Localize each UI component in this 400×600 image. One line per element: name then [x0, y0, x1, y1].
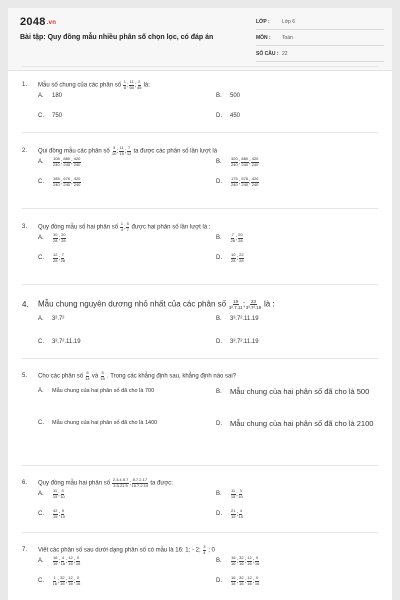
question-divider — [22, 208, 378, 209]
option-6-b[interactable]: B. $\frac{11}{15}$ ; $\frac{3}{10}$ — [216, 488, 243, 499]
fraction: $\frac{1}{8}$ — [123, 79, 126, 90]
option-value: $\frac{12}{28}$ ; $\frac{7}{28}$ — [53, 252, 66, 263]
fraction: $\frac{7}{12}$ — [126, 145, 132, 156]
option-2-b[interactable]: B. $\frac{320}{240}$ ; $\frac{880}{240}$ ; $\frac{420}{240}$ — [216, 156, 259, 167]
fraction: $\frac{8.7.2.17}{15.7.2.19}$ — [131, 477, 149, 488]
fraction: $\frac{420}{240}$ — [251, 176, 259, 187]
fraction: $\frac{3}{10}$ — [111, 145, 117, 156]
fraction: $\frac{3}{4}$ — [203, 544, 206, 555]
question-text: Viết các phân số sau dưới dạng phân số có mẫu là 16: 1; - 2; $\frac{3}{4}$ ; 0 — [38, 544, 215, 555]
option-4-d[interactable]: D. 3³.7².11.19 — [216, 339, 259, 345]
option-5-a[interactable]: A. Mẫu chung của hai phân số đã cho là 700 — [38, 388, 155, 394]
fraction: $\frac{2}{45}$ — [136, 79, 142, 90]
option-value: $\frac{16}{16}$ ; $\frac{32}{16}$ ; $\frac{12}{16}$ ; $\frac{0}{16}$ — [231, 575, 260, 586]
option-3-b[interactable]: B. $\frac{7}{28}$ ; $\frac{20}{28}$ — [216, 232, 243, 243]
option-value: $\frac{108}{240}$ ; $\frac{880}{240}$ ; $\frac{420}{240}$ — [53, 156, 81, 167]
option-3-c[interactable]: C. $\frac{12}{28}$ ; $\frac{7}{28}$ — [38, 252, 66, 263]
question-text: Quy đồng mẫu hai phân số $\frac{2.3.4.5.7}{3.5.21.5}$ ; $\frac{8.7.2.17}{15.7.2.19}$ ta được: — [38, 477, 173, 488]
fraction: $\frac{0}{16}$ — [254, 555, 260, 566]
fraction: $\frac{20}{28}$ — [61, 232, 66, 243]
fraction: $\frac{420}{240}$ — [73, 156, 81, 167]
fraction: $\frac{11}{60}$ — [129, 79, 134, 90]
question-number: 6. — [22, 480, 28, 486]
option-value: $\frac{175}{240}$ ; $\frac{676}{240}$ ; $\frac{420}{240}$ — [231, 176, 259, 187]
option-value: $\frac{1}{16}$ ; $\frac{32}{16}$ ; $\frac{12}{16}$ ; $\frac{0}{16}$ — [52, 575, 81, 586]
fraction: $\frac{1}{4}$ — [120, 221, 123, 232]
option-value: 3².7² — [52, 316, 65, 322]
fraction: $\frac{9}{10}$ — [60, 508, 66, 519]
option-value: $\frac{16}{16}$ ; $\frac{32}{16}$ ; $\frac{12}{16}$ ; $\frac{0}{16}$ — [231, 555, 260, 566]
option-1-a[interactable]: A. 180 — [38, 93, 63, 99]
worksheet-title: Bài tập: Quy đồng mẫu nhiều phân số chọn lọc, có đáp án — [20, 34, 214, 41]
question-text: Mẫu chung nguyên dương nhỏ nhất của các phân số $\frac{19}{\text{3².7.11}}$ ; $\frac{23}{\text{3³.7².19}}$ là : — [38, 298, 275, 310]
fraction: $\frac{7}{28}$ — [230, 232, 235, 243]
option-5-b[interactable]: B. Mẫu chung của hai phân số đã cho là 500 — [216, 387, 370, 396]
option-value: 3³.7².11.19 — [230, 339, 259, 345]
option-value: $\frac{21}{15}$ ; $\frac{4}{10}$ — [231, 508, 244, 519]
fraction: $\frac{16}{16}$ — [231, 575, 236, 586]
fraction: $\frac{4}{10}$ — [238, 508, 244, 519]
fraction: $\frac{22}{28}$ — [239, 252, 244, 263]
option-4-b[interactable]: B. 3³.7².11.19 — [216, 316, 259, 322]
fraction: $\frac{0}{16}$ — [75, 575, 81, 586]
option-value: $\frac{10}{28}$ ; $\frac{20}{28}$ — [53, 232, 66, 243]
fraction: $\frac{880}{240}$ — [241, 156, 249, 167]
question-number: 2. — [22, 148, 28, 154]
question-text: Quy đồng mẫu số hai phân số $\frac{1}{4}$ ; $\frac{5}{7}$ được hai phân số lần lượt là : — [38, 221, 211, 232]
option-value: $\frac{320}{240}$ ; $\frac{880}{240}$ ; $\frac{420}{240}$ — [231, 156, 259, 167]
fraction: $\frac{10}{28}$ — [231, 252, 236, 263]
question-text: Qui đồng mẫu các phân số $\frac{3}{10}$ ; $\frac{11}{15}$ ; $\frac{7}{12}$ ta được các phân số lần lượt là — [38, 145, 218, 156]
fraction: $\frac{16}{16}$ — [53, 555, 58, 566]
fraction: $\frac{12}{16}$ — [247, 575, 252, 586]
fraction: $\frac{185}{240}$ — [53, 176, 60, 187]
fraction: $\frac{42}{15}$ — [53, 508, 58, 519]
option-value: $\frac{42}{15}$ ; $\frac{9}{10}$ — [53, 508, 66, 519]
option-value: $\frac{10}{28}$ ; $\frac{22}{28}$ — [231, 252, 244, 263]
option-value: $\frac{7}{28}$ ; $\frac{20}{28}$ — [230, 232, 243, 243]
fraction: $\frac{11}{15}$ — [52, 488, 58, 499]
fraction: $\frac{1}{16}$ — [52, 575, 57, 586]
question-number: 3. — [22, 224, 28, 230]
option-7-c[interactable]: C. $\frac{1}{16}$ ; $\frac{32}{16}$ ; $\frac{12}{16}$ ; $\frac{0}{16}$ — [38, 575, 81, 586]
worksheet-page — [8, 8, 392, 600]
fraction: $\frac{12}{16}$ — [68, 575, 73, 586]
option-value: Mẫu chung của hai phân số đã cho là 2100 — [230, 419, 374, 428]
option-4-c[interactable]: C. 3².7².11.19 — [38, 339, 81, 345]
fraction: $\frac{32}{16}$ — [60, 575, 65, 586]
option-value: Mẫu chung của hai phân số đã cho là 500 — [230, 387, 370, 396]
fraction: $\frac{12}{16}$ — [68, 555, 73, 566]
fraction: $\frac{420}{240}$ — [73, 176, 81, 187]
fraction: $\frac{175}{240}$ — [231, 176, 238, 187]
fraction: $\frac{32}{16}$ — [239, 575, 244, 586]
option-2-a[interactable]: A. $\frac{108}{240}$ ; $\frac{880}{240}$ ; $\frac{420}{240}$ — [38, 156, 81, 167]
fraction: $\frac{5}{7}$ — [126, 221, 129, 232]
fraction: $\frac{12}{28}$ — [53, 252, 58, 263]
fraction: $\frac{20}{28}$ — [238, 232, 243, 243]
question-text: Cho các phân số $\frac{5}{14}$ và $\frac{5}{15}$ . Trong các khẳng định sau, khẳng định nào sai? — [38, 370, 237, 381]
option-value: Mẫu chung của hai phân số đã cho là 1400 — [52, 420, 158, 426]
question-5 — [22, 371, 380, 461]
fraction: $\frac{0}{16}$ — [254, 575, 260, 586]
question-2 — [22, 146, 380, 202]
option-value: 180 — [52, 93, 63, 99]
fraction: $\frac{10}{28}$ — [53, 232, 58, 243]
fraction: $\frac{676}{240}$ — [241, 176, 249, 187]
fraction: $\frac{32}{16}$ — [239, 555, 244, 566]
question-1 — [22, 80, 380, 136]
fraction: $\frac{4}{16}$ — [60, 555, 66, 566]
fraction: $\frac{5}{14}$ — [85, 370, 90, 381]
site-logo[interactable]: 2048.vn — [20, 16, 57, 28]
question-divider — [22, 358, 378, 359]
fraction: $\frac{108}{240}$ — [53, 156, 60, 167]
question-number: 1. — [22, 82, 28, 88]
question-7 — [22, 545, 380, 600]
fraction: $\frac{3}{10}$ — [60, 488, 65, 499]
question-divider — [22, 132, 378, 133]
fraction: $\frac{676}{240}$ — [63, 176, 71, 187]
fraction: $\frac{11}{15}$ — [230, 488, 236, 499]
option-5-d[interactable]: D. Mẫu chung của hai phân số đã cho là 2100 — [216, 419, 374, 428]
fraction: $\frac{19}{\text{3².7.11}}$ — [228, 298, 243, 310]
meta-count: SỐ CÂU : 22 — [256, 48, 384, 62]
meta-class: LỚP : Lớp 6 — [256, 16, 384, 30]
option-value: 3².7².11.19 — [52, 339, 81, 345]
option-6-a[interactable]: A. $\frac{11}{15}$ ; $\frac{3}{10}$ — [38, 488, 65, 499]
question-number: 4. — [22, 299, 29, 309]
question-6 — [22, 478, 380, 534]
worksheet-header — [8, 8, 392, 71]
option-7-a[interactable]: A. $\frac{16}{16}$ ; $\frac{4}{16}$ ; $\frac{12}{16}$ ; $\frac{0}{16}$ — [38, 555, 81, 566]
question-divider — [22, 284, 378, 285]
option-2-d[interactable]: D. $\frac{175}{240}$ ; $\frac{676}{240}$ ; $\frac{420}{240}$ — [216, 176, 259, 187]
worksheet-meta — [256, 16, 384, 64]
option-3-a[interactable]: A. $\frac{10}{28}$ ; $\frac{20}{28}$ — [38, 232, 66, 243]
option-value: $\frac{11}{15}$ ; $\frac{3}{10}$ — [230, 488, 243, 499]
option-6-c[interactable]: C. $\frac{42}{15}$ ; $\frac{9}{10}$ — [38, 508, 66, 519]
meta-subject: MÔN : Toán — [256, 32, 384, 46]
option-2-c[interactable]: C. $\frac{185}{240}$ ; $\frac{676}{240}$ ; $\frac{420}{240}$ — [38, 176, 81, 187]
fraction: $\frac{5}{15}$ — [100, 370, 105, 381]
fraction: $\frac{2.3.4.5.7}{3.5.21.5}$ — [112, 477, 129, 488]
question-divider — [22, 465, 378, 466]
option-value: $\frac{185}{240}$ ; $\frac{676}{240}$ ; $\frac{420}{240}$ — [53, 176, 81, 187]
fraction: $\frac{21}{15}$ — [231, 508, 236, 519]
option-3-d[interactable]: D. $\frac{10}{28}$ ; $\frac{22}{28}$ — [216, 252, 244, 263]
option-value: 3³.7².11.19 — [230, 316, 259, 322]
fraction: $\frac{16}{16}$ — [231, 555, 236, 566]
question-number: 5. — [22, 373, 28, 379]
fraction: $\frac{320}{240}$ — [231, 156, 238, 167]
option-1-c[interactable]: C. 750 — [38, 113, 63, 119]
question-3 — [22, 222, 380, 278]
question-4 — [22, 297, 380, 357]
fraction: $\frac{880}{240}$ — [63, 156, 71, 167]
fraction: $\frac{7}{28}$ — [60, 252, 66, 263]
fraction: $\frac{12}{16}$ — [247, 555, 252, 566]
option-value: $\frac{16}{16}$ ; $\frac{4}{16}$ ; $\frac{12}{16}$ ; $\frac{0}{16}$ — [53, 555, 81, 566]
option-4-a[interactable]: A. 3².7² — [38, 316, 65, 322]
question-number: 7. — [22, 547, 28, 553]
option-value: 450 — [230, 113, 241, 119]
option-5-c[interactable]: C. Mẫu chung của hai phân số đã cho là 1400 — [38, 420, 158, 426]
question-text: Mẫu số chung của các phân số $\frac{1}{8}$ ; $\frac{11}{60}$ ; $\frac{2}{45}$ là: — [38, 79, 150, 90]
fraction: $\frac{3}{10}$ — [238, 488, 243, 499]
fraction: $\frac{23}{\text{3³.7².19}}$ — [245, 298, 262, 310]
option-7-b[interactable]: B. $\frac{16}{16}$ ; $\frac{32}{16}$ ; $\frac{12}{16}$ ; $\frac{0}{16}$ — [216, 555, 260, 566]
question-divider — [22, 66, 378, 67]
option-6-d[interactable]: D. $\frac{21}{15}$ ; $\frac{4}{10}$ — [216, 508, 244, 519]
option-value: 500 — [230, 93, 241, 99]
fraction: $\frac{420}{240}$ — [251, 156, 259, 167]
option-1-b[interactable]: B. 500 — [216, 93, 241, 99]
option-value: $\frac{11}{15}$ ; $\frac{3}{10}$ — [52, 488, 65, 499]
option-7-d[interactable]: D. $\frac{16}{16}$ ; $\frac{32}{16}$ ; $\frac{12}{16}$ ; $\frac{0}{16}$ — [216, 575, 260, 586]
option-value: Mẫu chung của hai phân số đã cho là 700 — [52, 388, 155, 394]
fraction: $\frac{0}{16}$ — [75, 555, 81, 566]
question-divider — [22, 532, 378, 533]
option-1-d[interactable]: D. 450 — [216, 113, 241, 119]
option-value: 750 — [52, 113, 63, 119]
fraction: $\frac{11}{15}$ — [119, 145, 124, 156]
